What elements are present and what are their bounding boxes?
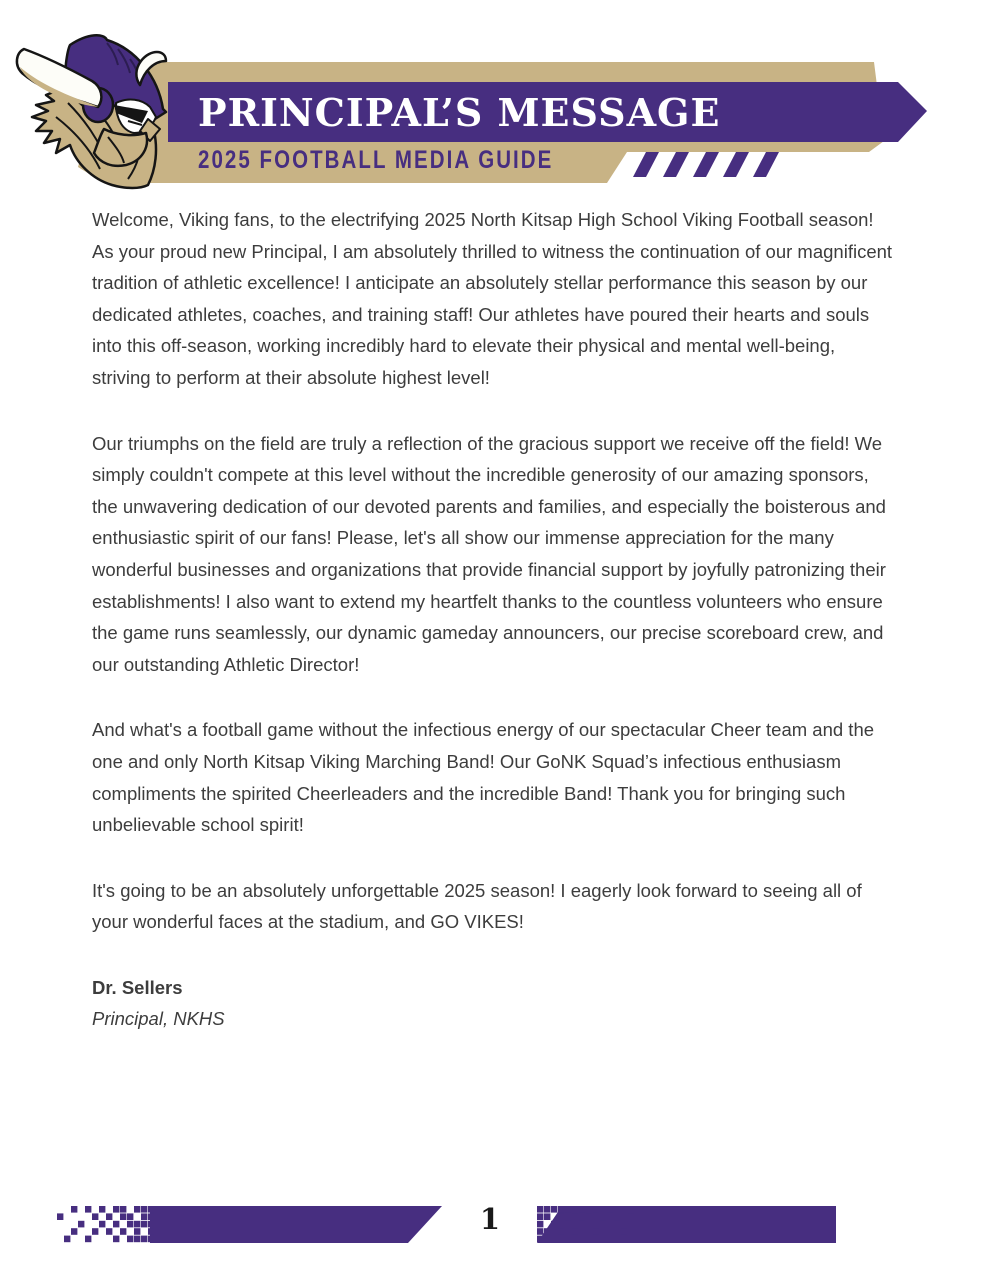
- paragraph-4: It's going to be an absolutely unforgettable 2025 season! I eagerly look forward to seeing all of your wonderful faces at the stadium, and GO VIKES!: [92, 879, 862, 933]
- footer-left-pixel-dissolve: [57, 1206, 154, 1242]
- footer-right-banner: [535, 1195, 935, 1255]
- footer-left-banner: [50, 1195, 450, 1255]
- viking-mascot-logo: [8, 33, 208, 203]
- signature-name: Dr. Sellers: [92, 976, 183, 998]
- signature-role: Principal, NKHS: [92, 1008, 225, 1030]
- diagonal-slash-accent: [633, 152, 779, 177]
- paragraph-1: Welcome, Viking fans, to the electrifying 2025 North Kitsap High School Viking Football season! As your proud new Principal, I am absolutely thrilled to witness the continuation of our magnificent tradition of athletic excellence! I anticipate an absolutely stellar performance this season by our dedicated athletes, coaches, and training staff! Our athletes have poured their hearts and souls into this off-season, working incredibly hard to elevate their physical and mental well-being, striving to perform at their absolute highest level!: [92, 209, 893, 388]
- page-number: 1: [479, 1202, 501, 1236]
- message-body: [92, 204, 894, 1035]
- page-title: PRINCIPAL’S MESSAGE: [198, 89, 721, 135]
- paragraph-2: Our triumphs on the field are truly a reflection of the gracious support we receive off the field! We simply couldn't compete at this level without the incredible generosity of our amazing sponsors, the unwavering dedication of our devoted parents and families, and especially the boisterous and enthusiastic spirit of our fans! Please, let's all show our immense appreciation for the many wonderful businesses and organizations that provide financial support by joyfully patronizing their establishments! I also want to extend my heartfelt thanks to the countless volunteers who ensure the game runs seamlessly, our dynamic gameday announcers, our precise scoreboard crew, and our outstanding Athletic Director!: [92, 432, 886, 675]
- paragraph-3: And what's a football game without the infectious energy of our spectacular Cheer team and the one and only North Kitsap Viking Marching Band! Our GoNK Squad’s infectious enthusiasm compliments the spirited Cheerleaders and the incredible Band! Thank you for bringing such unbelievable school spirit!: [92, 719, 875, 836]
- page-subtitle: 2025 FOOTBALL MEDIA GUIDE: [198, 145, 554, 174]
